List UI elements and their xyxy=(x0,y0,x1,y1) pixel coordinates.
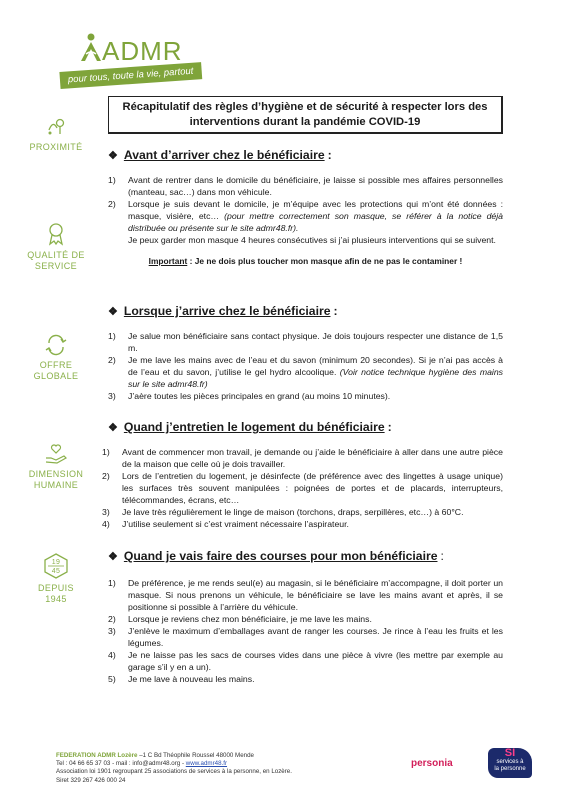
diamond-bullet-icon: ❖ xyxy=(108,305,118,318)
list-item: 2) Lorsque je suis devant le domicile, je m’équipe avec les protections qui m’ont été données : masque, visière, etc… (pour mettre correctement son masque, se référer à la notice déjà distribuée ou présente sur le site admr48.fr). xyxy=(108,199,504,233)
list-item: 5) Je me lave à nouveau les mains. xyxy=(108,674,255,684)
footer-association-line: Association loi 1901 regroupant 25 associations de services à la personne, en Lozère. xyxy=(56,768,292,776)
list-item: 2) Lorsque je reviens chez mon bénéficiaire, je me lave les mains. xyxy=(108,614,372,624)
section-avant-arriver xyxy=(108,148,503,266)
sidebar-offre xyxy=(16,334,96,382)
list-item: 4) J’utilise seulement si c’est vraiment nécessaire l’aspirateur. xyxy=(102,519,349,529)
sidebar-dimension xyxy=(16,443,96,491)
sidebar-label: PROXIMITÉ xyxy=(29,142,83,152)
footer-siret-line: Siret 329 267 426 000 24 xyxy=(56,776,126,784)
sidebar-label: GLOBALE xyxy=(33,371,79,381)
list-item: 1) De préférence, je me rends seul(e) au magasin, si le bénéficiaire m’accompagne, il doit porter un masque. Si nous prenons un véhicule, le bénéficiaire se lave les mains avant et après, il se positionne si possible à l’arrière du véhicule. xyxy=(108,578,503,612)
list-item: 1) Avant de commencer mon travail, je demande ou j’aide le bénéficiaire à aller dans une autre pièce de la maison que celle où je dois travailler. xyxy=(102,447,503,469)
section-heading: ❖ Quand je vais faire des courses pour mon bénéficiaire : xyxy=(108,549,444,563)
footer xyxy=(56,752,396,785)
section-heading: ❖ Lorsque j’arrive chez le bénéficiaire : xyxy=(108,304,338,318)
personia-logo: personia xyxy=(411,758,453,769)
sidebar-label: DIMENSION xyxy=(28,469,84,479)
section-heading: ❖ Quand j’entretien le logement du bénéficiaire : xyxy=(108,420,392,434)
note-text: Je peux garder mon masque 4 heures consécutives si j’ai plusieurs interventions qui se suivent. xyxy=(128,235,496,245)
sidebar-label: SERVICE xyxy=(34,261,78,271)
section-heading: ❖ Avant d’arriver chez le bénéficiaire : xyxy=(108,148,332,162)
sidebar-qualite xyxy=(16,222,96,272)
title-line-2: interventions durant la pandémie COVID-19 xyxy=(189,116,421,128)
section-lorsque-arrive xyxy=(108,304,503,402)
cycle-arrows-icon xyxy=(44,334,68,356)
title-line-1: Récapitulatif des règles d’hygiène et de sécurité à respecter lors des xyxy=(122,101,488,113)
section-courses xyxy=(108,549,503,685)
website-link[interactable]: www.admr48.fr xyxy=(185,760,228,768)
sidebar-depuis xyxy=(16,553,96,605)
logo-tagline: pour tous, toute la vie, partout xyxy=(59,62,202,89)
list-item: 3) J’enlève le maximum d’emballages avant de ranger les courses. Je rince à l’eau les fruits et les légumes. xyxy=(108,626,503,648)
list-item: 4) Je ne laisse pas les sacs de courses vides dans une pièce à vivre (les mettre par exemple au garage s’il y en a un). xyxy=(108,650,503,672)
document-title xyxy=(108,96,503,134)
admr-leaf-icon xyxy=(78,32,104,62)
admr-logo xyxy=(60,30,200,90)
list-item: 1) Je salue mon bénéficiaire sans contact physique. Je dois toujours respecter une distance de 1,5 m. xyxy=(108,331,503,353)
list-item: 2) Lors de l’entretien du logement, je désinfecte (de préférence avec des lingettes à usage unique) les surfaces très souvent manipulées : poignées de portes et de placards, interrupteurs, télécommandes, écrans, etc… xyxy=(102,471,503,505)
list-item: 3) J’aère toutes les pièces principales en grand (au moins 10 minutes). xyxy=(108,391,391,401)
footer-contact-line: Tel : 04 66 65 37 03 - mail : info@admr48.org - www.admr48.fr xyxy=(56,760,228,768)
sidebar-label: HUMAINE xyxy=(33,480,79,490)
hex-bottom-text: 45 xyxy=(51,568,61,575)
list-item: 1) Avant de rentrer dans le domicile du bénéficiaire, je laisse si possible mes affaires personnelles (manteau, sac…) dans mon véhicule. xyxy=(108,175,503,197)
footer-address-line: FEDERATION ADMR Lozère –1 C Bd Théophile Roussel 48000 Mende xyxy=(56,752,254,759)
services-a-la-personne-logo: SI services à la personne xyxy=(488,748,532,778)
sidebar-label: DEPUIS xyxy=(38,583,74,593)
sidebar-label: QUALITÉ DE xyxy=(27,250,85,260)
diamond-bullet-icon: ❖ xyxy=(108,550,118,563)
medal-icon xyxy=(45,222,67,246)
hex-top-text: 19 xyxy=(51,559,61,566)
location-pin-icon xyxy=(45,116,67,138)
diamond-bullet-icon: ❖ xyxy=(108,421,118,434)
important-notice: Important : Je ne dois plus toucher mon masque afin de ne pas le contaminer ! xyxy=(148,256,463,266)
sidebar-label: 1945 xyxy=(45,594,67,604)
section-entretien xyxy=(102,420,503,530)
sidebar-label: OFFRE xyxy=(39,360,73,370)
hand-heart-icon xyxy=(44,443,68,465)
diamond-bullet-icon: ❖ xyxy=(108,149,118,162)
list-item: 2) Je me lave les mains avec de l’eau et du savon (minimum 20 secondes). Si je n’ai pas accès à de l’eau et du savon, j’utilise le gel hydro alcoolique. (Voir notice technique hygiène des mains sur le site admr48.fr) xyxy=(108,355,504,389)
logo-text: ADMR xyxy=(102,36,183,66)
hexagon-19-45-icon xyxy=(44,553,68,579)
list-item: 3) Je lave très régulièrement le linge de maison (torchons, draps, serpillères, etc…) à 60°C. xyxy=(102,507,464,517)
sidebar-proximite xyxy=(16,116,96,153)
